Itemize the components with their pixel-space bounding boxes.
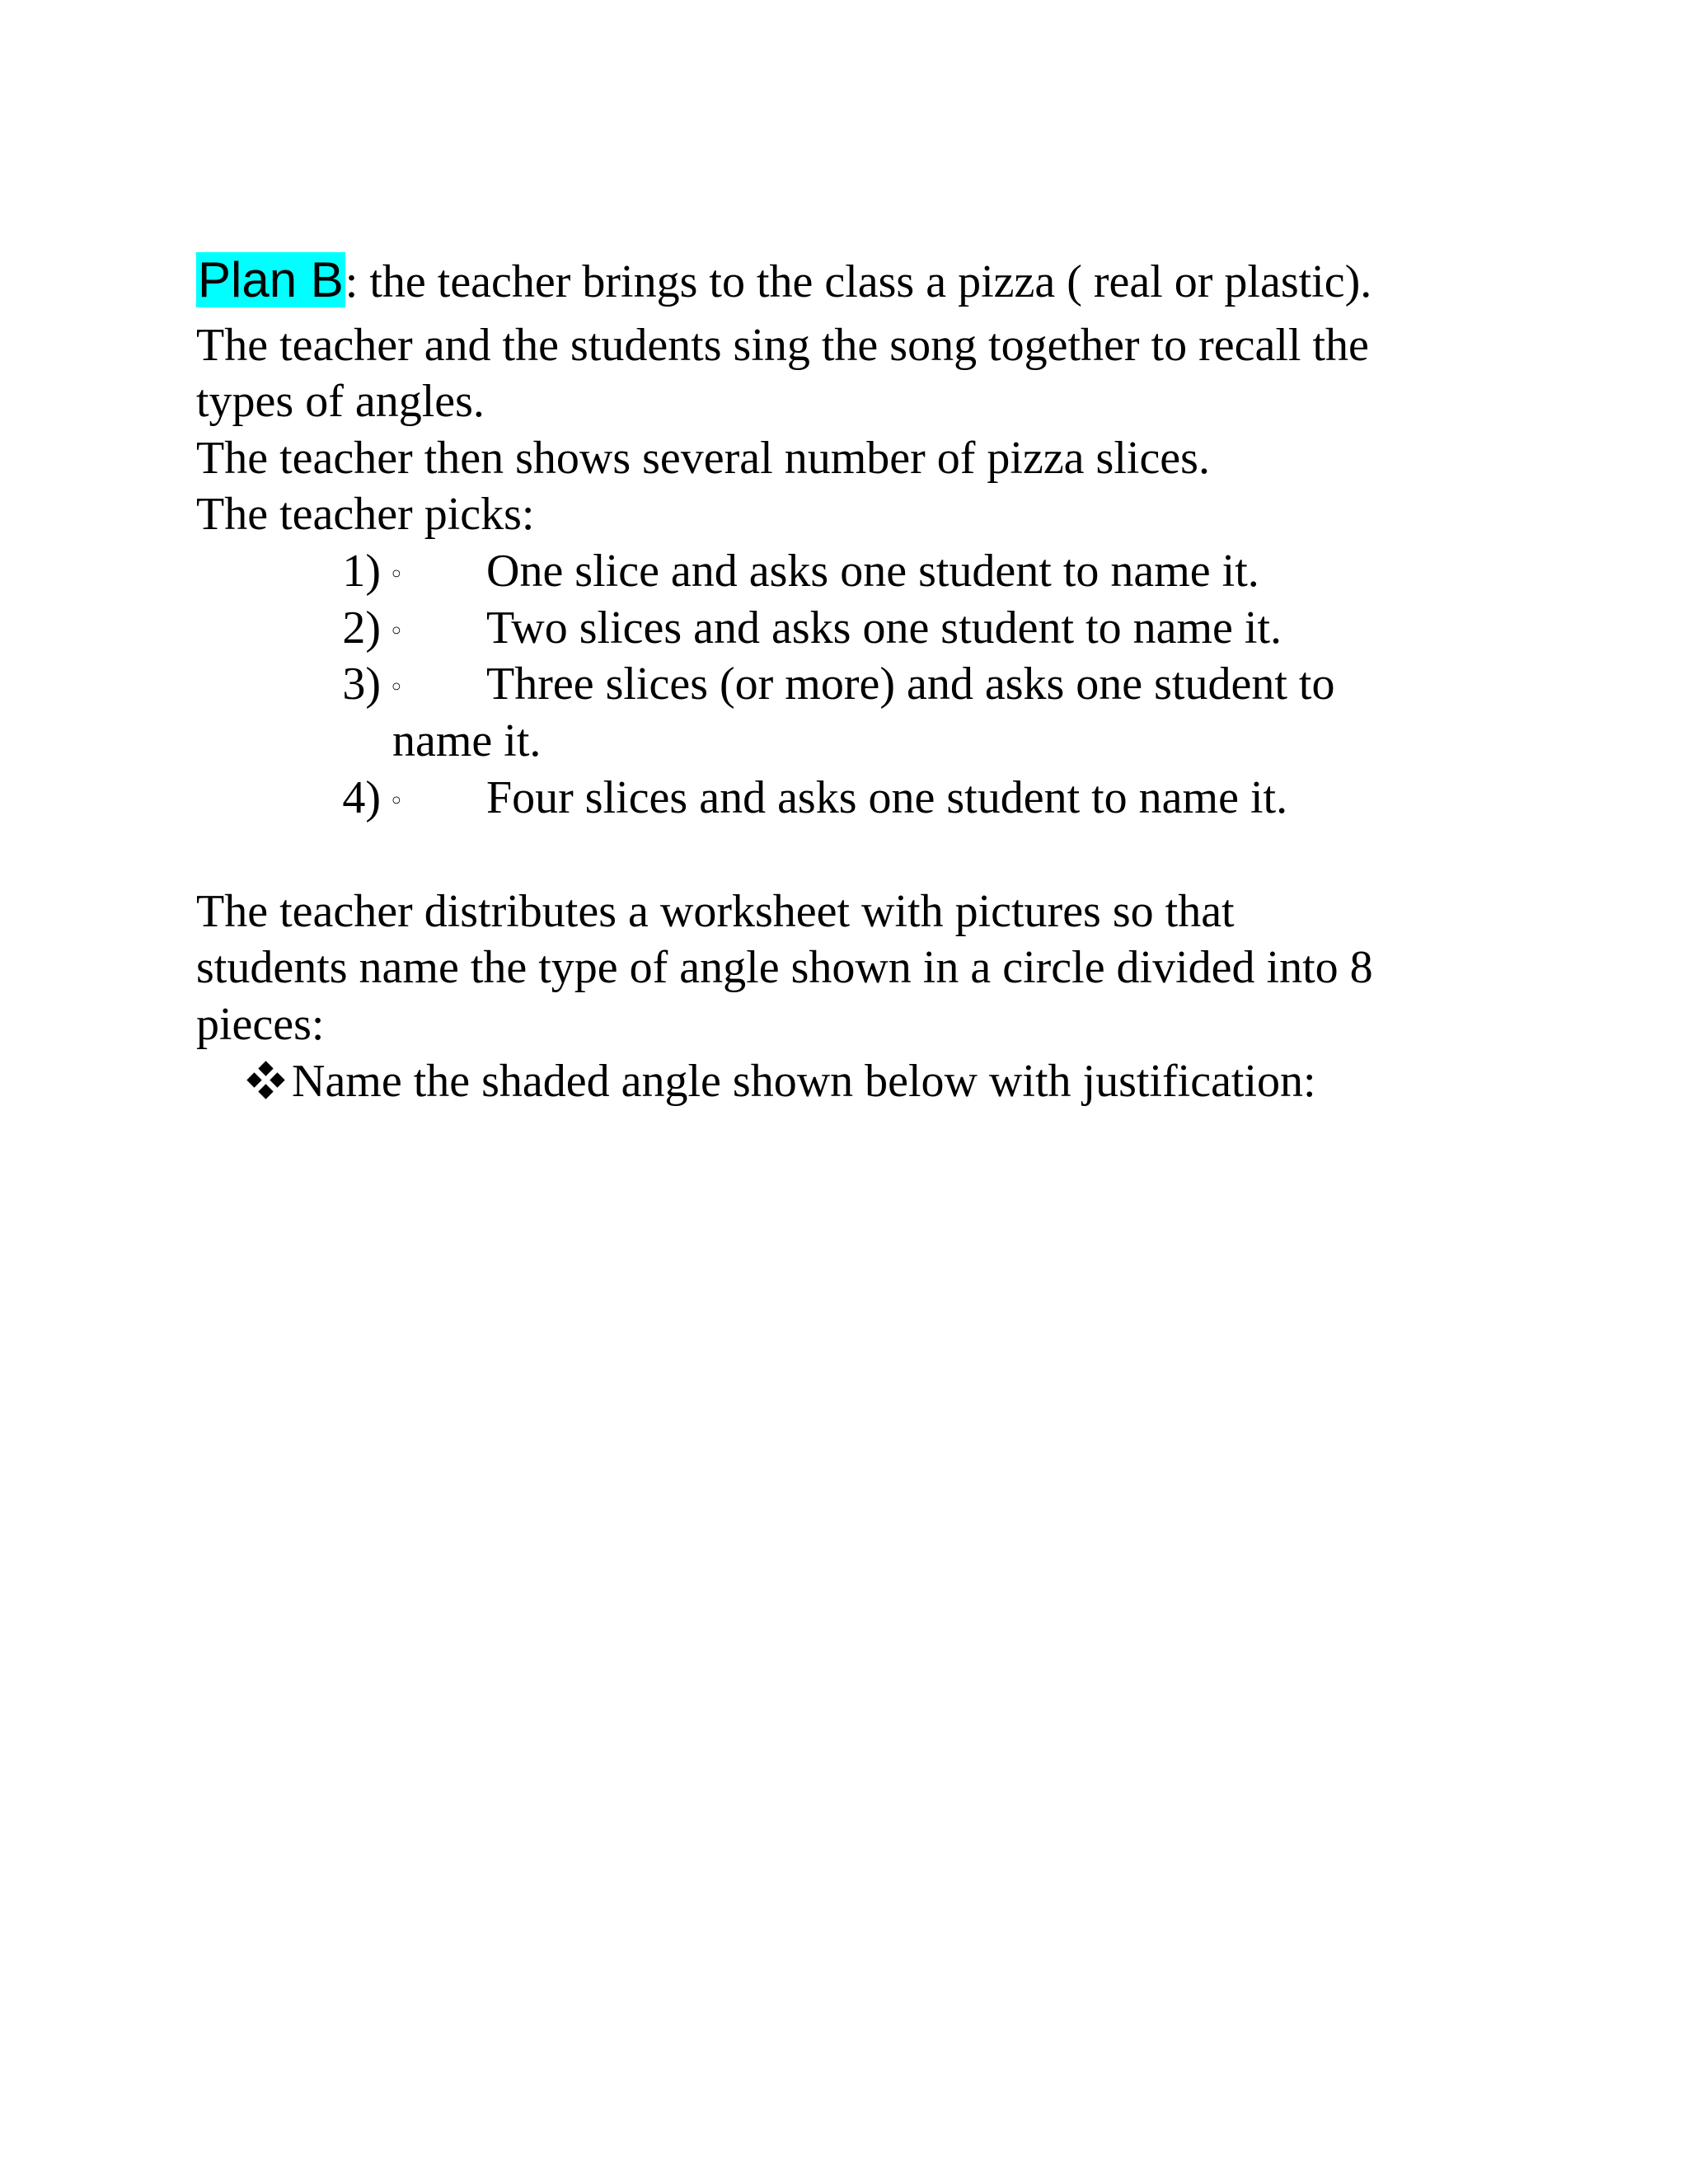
pick-item-3-continuation: name it. xyxy=(392,715,542,766)
pick-item-2 xyxy=(330,600,1282,660)
plan-b-label: Plan B xyxy=(198,252,344,307)
intro-line-1 xyxy=(196,252,1372,310)
task-text: Name the shaded angle shown below with justification: xyxy=(292,1056,1316,1107)
task-line xyxy=(247,1053,1316,1109)
worksheet-line-2: students name the type of angle shown in a circle divided into 8 xyxy=(196,942,1373,993)
intro-line-2: The teacher and the students sing the song together to recall the xyxy=(196,320,1369,371)
hollow-bullet-icon: ◦ xyxy=(389,617,404,647)
four-diamonds-icon xyxy=(247,1062,285,1099)
intro-line-4: The teacher then shows several number of pizza slices. xyxy=(196,433,1210,484)
pick-text: Four slices and asks one student to name it. xyxy=(486,772,1288,823)
pick-number: 1) xyxy=(342,546,381,597)
pick-text: Three slices (or more) and asks one student to xyxy=(486,658,1335,710)
pick-item-4 xyxy=(330,770,1287,830)
pick-item-3 xyxy=(330,656,1334,716)
pick-text: One slice and asks one student to name it. xyxy=(486,546,1259,597)
pick-number: 4) xyxy=(342,772,381,823)
pick-item-1 xyxy=(330,543,1259,603)
intro-line-3: types of angles. xyxy=(196,376,485,427)
hollow-bullet-icon: ◦ xyxy=(389,673,404,703)
intro-line-5: The teacher picks: xyxy=(196,489,535,540)
hollow-bullet-icon: ◦ xyxy=(389,560,404,590)
intro-line-1-text: : the teacher brings to the class a pizza ( real or plastic). xyxy=(345,256,1372,307)
pick-number: 2) xyxy=(342,602,381,654)
worksheet-line-3: pieces: xyxy=(196,999,325,1050)
worksheet-line-1: The teacher distributes a worksheet with pictures so that xyxy=(196,886,1235,937)
pick-number: 3) xyxy=(342,658,381,710)
pick-text: Two slices and asks one student to name it. xyxy=(486,602,1282,654)
hollow-bullet-icon: ◦ xyxy=(389,787,404,817)
